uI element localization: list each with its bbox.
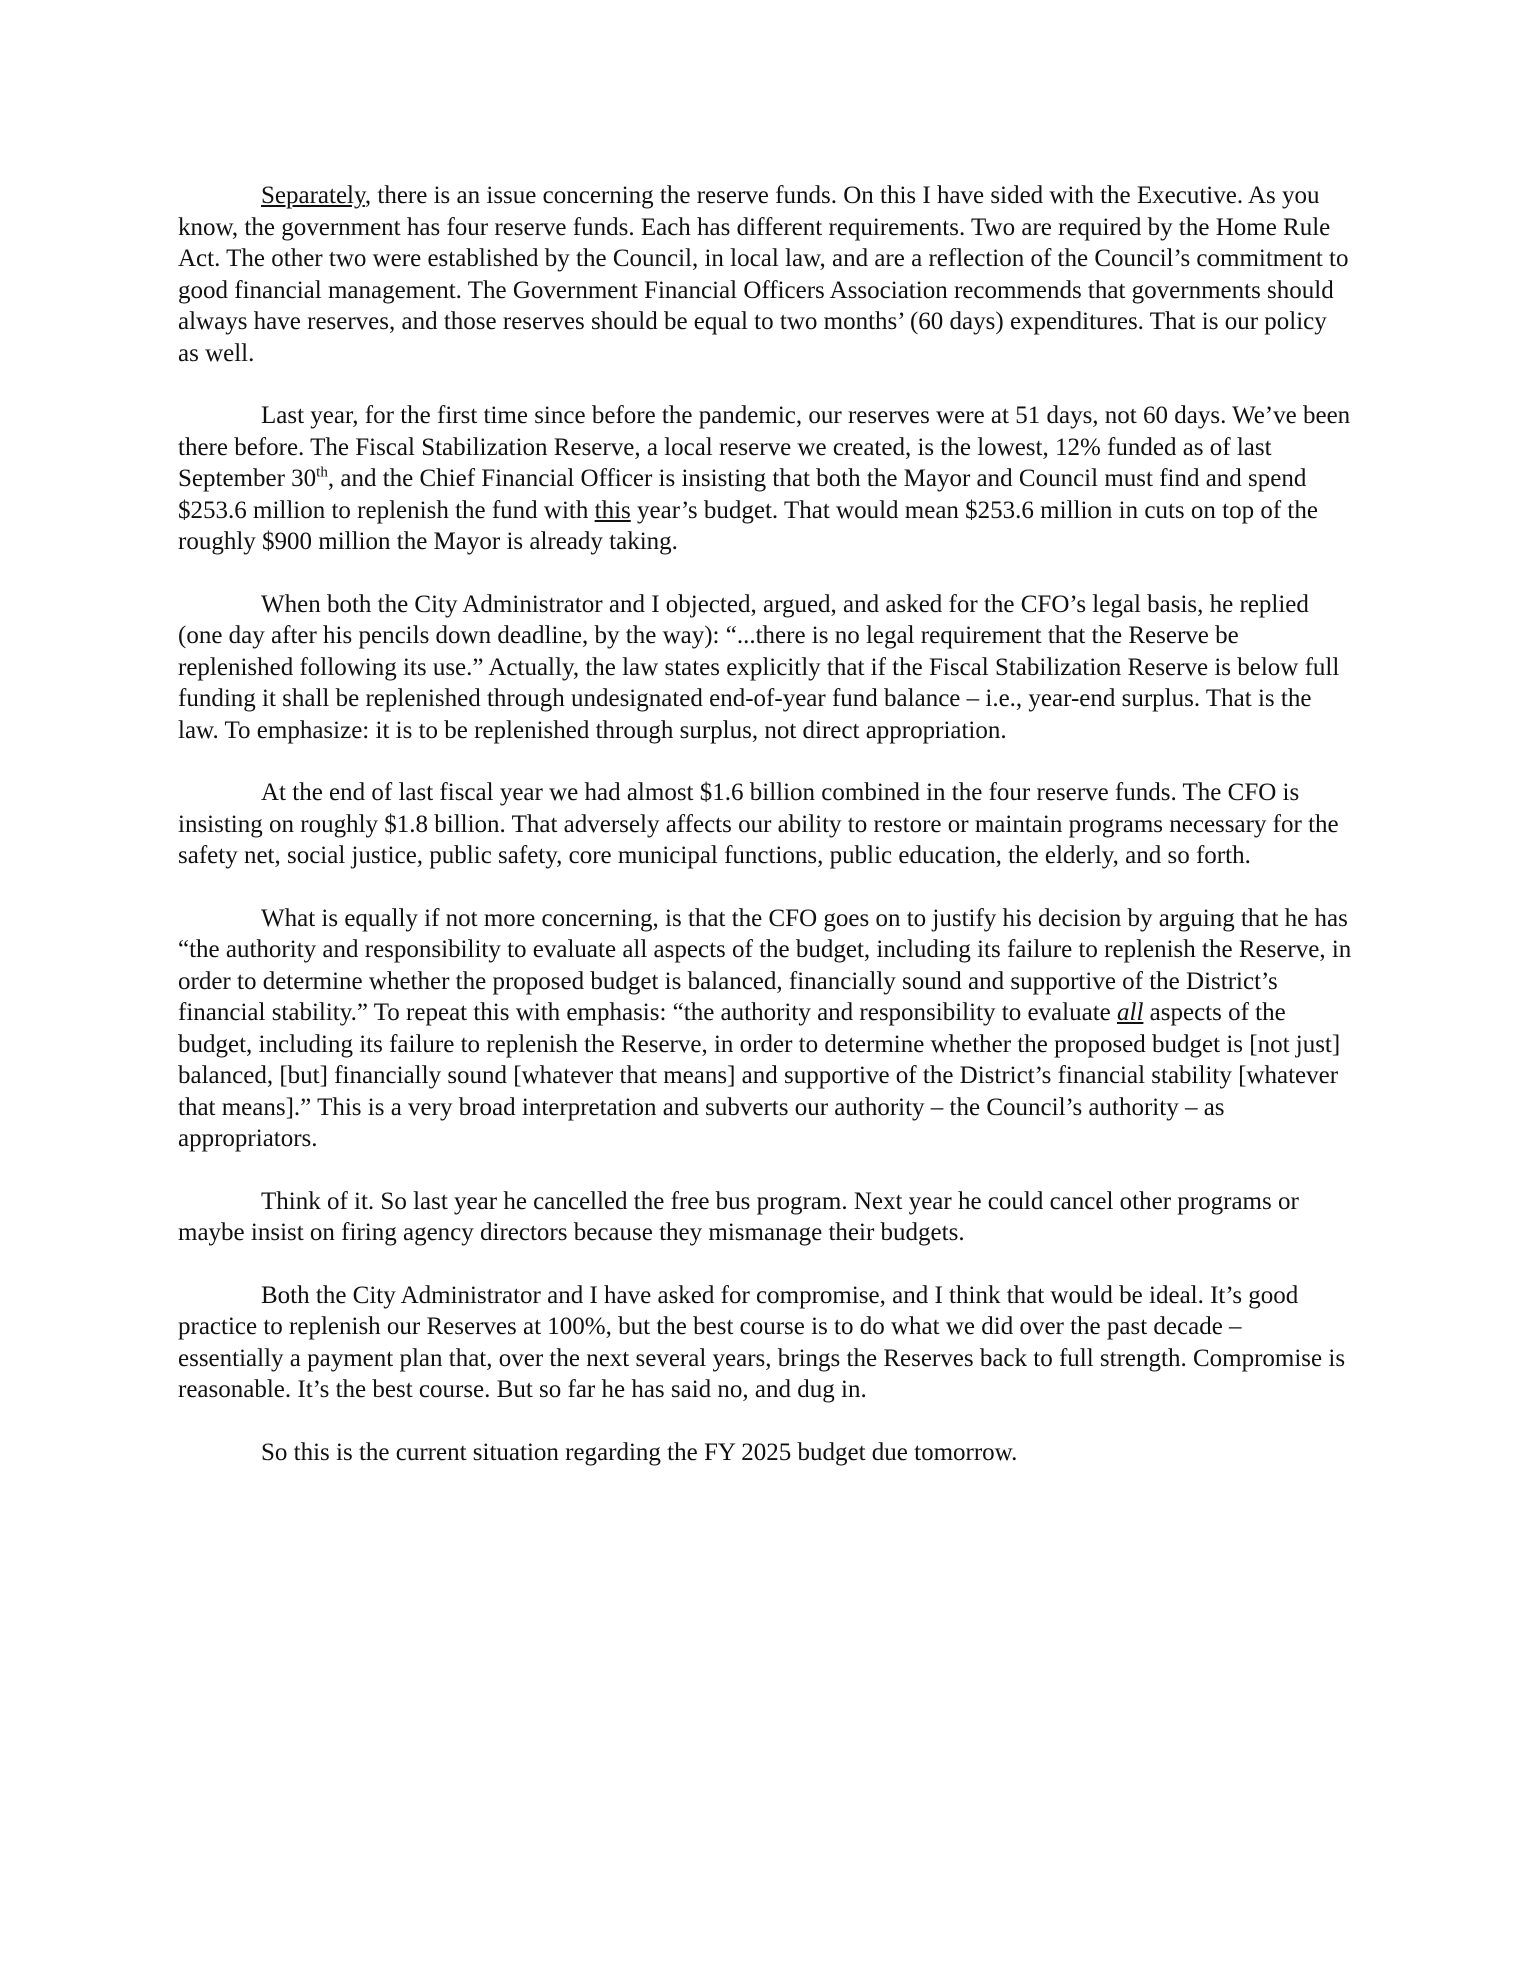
underlined-this: this	[594, 496, 631, 524]
paragraph-legal-basis	[178, 589, 1353, 747]
paragraph-reserve-funds	[178, 180, 1353, 369]
paragraph-fiscal-year-end	[178, 777, 1353, 872]
paragraph-think-of-it	[178, 1186, 1353, 1249]
paragraph-last-year	[178, 400, 1353, 558]
underlined-separately: Separately	[261, 182, 365, 209]
paragraph-current-situation	[178, 1437, 1353, 1469]
paragraph-compromise	[178, 1280, 1353, 1406]
paragraph-text: Both the City Administrator and I have asked for compromise, and I think that would be ideal. It’s good practice to replenish our Reserves at 100%, but the best course is to do what we did over the past decade – essentially a payment plan that, over the next several years, brings the Reserves back to full strength. Compromise is reasonable. It’s the best course. But so far he has said no, and dug in.	[178, 1281, 1346, 1403]
letter-body	[178, 180, 1353, 1499]
paragraph-text: At the end of last fiscal year we had almost $1.6 billion combined in the four reserve funds. The CFO is insisting on roughly $1.8 billion. That adversely affects our ability to restore or maintain programs necessary for the safety net, social justice, public safety, core municipal functions, public education, the elderly, and so forth.	[178, 779, 1339, 869]
paragraph-text: , there is an issue concerning the reserve funds. On this I have sided with the Executive. As you know, the government has four reserve funds. Each has different requirements. Two are required by the Home Rule Act. The other two were established by the Council, in local law, and are a reflection of the Council’s commitment to good financial management. The Government Financial Officers Association recommends that governments should always have reserves, and those reserves should be equal to two months’ (60 days) expenditures. That is our policy as well.	[178, 182, 1349, 367]
paragraph-text: What is equally if not more concerning, is that the CFO goes on to justify his decision by arguing that he has “the authority and responsibility to evaluate all aspects of the budget, including its failure to replenish the Reserve, in order to determine whether the proposed budget is balanced, financially sound and supportive of the District’s financial stability.” To repeat this with emphasis: “the authority and responsibility to evaluate	[178, 904, 1352, 1026]
paragraph-text: aspects of the budget, including its failure to replenish the Reserve, in order to determine whether the proposed budget is [not just] balanced, [but] financially sound [whatever that means] and supportive of the District’s financial stability [whatever that means].” This is a very broad interpretation and subverts our authority – the Council’s authority – as appropriators.	[178, 999, 1341, 1152]
underlined-italic-all: all	[1117, 999, 1144, 1026]
paragraph-text: Think of it. So last year he cancelled the free bus program. Next year he could cancel other programs or maybe insist on firing agency directors because they mismanage their budgets.	[178, 1187, 1299, 1246]
paragraph-text: So this is the current situation regarding the FY 2025 budget due tomorrow.	[261, 1438, 1018, 1466]
paragraph-cfo-authority	[178, 903, 1353, 1155]
paragraph-text: When both the City Administrator and I objected, argued, and asked for the CFO’s legal basis, he replied (one day after his pencils down deadline, by the way): “...there is no legal requirement that the Reserve be replenished following its use.” Actually, the law states explicitly that if the Fiscal Stabilization Reserve is below full funding it shall be replenished through undesignated end-of-year fund balance – i.e., year-end surplus. That is the law. To emphasize: it is to be replenished through surplus, not direct appropriation.	[178, 590, 1340, 744]
superscript-th: th	[316, 464, 328, 481]
paragraph-text: Last year, for the first time since before the pandemic, our reserves were at 51 days, not 60 days. We’ve been there before. The Fiscal Stabilization Reserve, a local reserve we created, is the lowest, 12% funded as of last September 30	[178, 402, 1351, 492]
paragraph-text: year’s budget. That would mean $253.6 million in cuts on top of the roughly $900 million the Mayor is already taking.	[178, 496, 1318, 555]
paragraph-text: , and the Chief Financial Officer is insisting that both the Mayor and Council must find and spend $253.6 million to replenish the fund with	[178, 465, 1307, 524]
